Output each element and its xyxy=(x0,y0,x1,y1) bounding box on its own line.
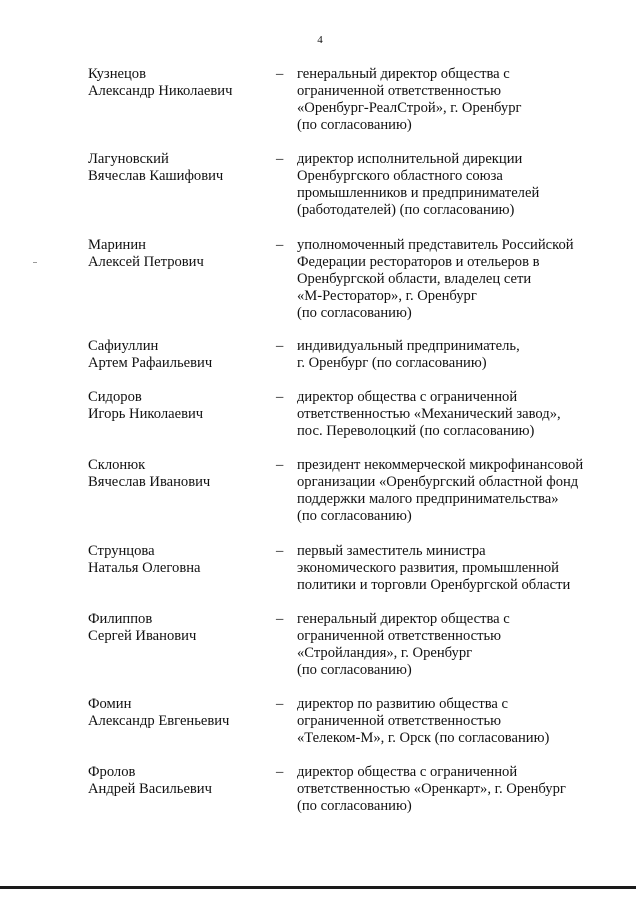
position-line: «Телеком-М», г. Орск (по согласованию) xyxy=(297,730,550,746)
dash-separator: – xyxy=(276,764,284,780)
member-surname: Филиппов xyxy=(88,611,153,627)
member-name xyxy=(88,389,278,423)
dash-separator: – xyxy=(276,237,284,253)
dash-separator: – xyxy=(276,66,284,82)
member-surname: Фролов xyxy=(88,764,136,780)
position-line: поддержки малого предпринимательства» xyxy=(297,491,559,507)
member-position xyxy=(297,151,627,219)
dash-separator: – xyxy=(276,457,284,473)
position-line: президент некоммерческой микрофинансовой xyxy=(297,457,584,473)
position-line: организации «Оренбургский областной фонд xyxy=(297,474,579,490)
dash-separator: – xyxy=(276,151,284,167)
position-line: директор общества с ограниченной xyxy=(297,764,518,780)
member-given-names: Андрей Васильевич xyxy=(88,781,212,797)
position-line: (по согласованию) xyxy=(297,305,412,321)
member-given-names: Александр Николаевич xyxy=(88,83,233,99)
position-line: директор по развитию общества с xyxy=(297,696,509,712)
member-position xyxy=(297,237,627,322)
dash-separator: – xyxy=(276,611,284,627)
member-surname: Склонюк xyxy=(88,457,146,473)
position-line: ограниченной ответственностью xyxy=(297,713,502,729)
member-name xyxy=(88,237,278,271)
position-line: ограниченной ответственностью xyxy=(297,628,502,644)
page-number: 4 xyxy=(317,34,323,46)
dash-separator: – xyxy=(276,696,284,712)
member-given-names: Алексей Петрович xyxy=(88,254,204,270)
position-line: «Стройландия», г. Оренбург xyxy=(297,645,473,661)
position-line: пос. Переволоцкий (по согласованию) xyxy=(297,423,535,439)
member-name xyxy=(88,457,278,491)
dash-separator: – xyxy=(276,338,284,354)
member-given-names: Наталья Олеговна xyxy=(88,560,201,576)
member-position xyxy=(297,543,627,594)
position-line: экономического развития, промышленной xyxy=(297,560,559,576)
position-line: генеральный директор общества с xyxy=(297,611,510,627)
member-name xyxy=(88,543,278,577)
member-name xyxy=(88,338,278,372)
position-line: промышленников и предпринимателей xyxy=(297,185,540,201)
position-line: ответственностью «Оренкарт», г. Оренбург xyxy=(297,781,566,797)
member-given-names: Александр Евгеньевич xyxy=(88,713,230,729)
position-line: ответственностью «Механический завод», xyxy=(297,406,561,422)
member-given-names: Вячеслав Иванович xyxy=(88,474,211,490)
position-line: (работодателей) (по согласованию) xyxy=(297,202,515,218)
dash-separator: – xyxy=(276,389,284,405)
position-line: (по согласованию) xyxy=(297,798,412,814)
member-position xyxy=(297,696,627,747)
position-line: ограниченной ответственностью xyxy=(297,83,502,99)
position-line: Оренбургской области, владелец сети xyxy=(297,271,532,287)
position-line: генеральный директор общества с xyxy=(297,66,510,82)
position-line: индивидуальный предприниматель, xyxy=(297,338,520,354)
member-given-names: Артем Рафаильевич xyxy=(88,355,213,371)
position-line: директор общества с ограниченной xyxy=(297,389,518,405)
member-name xyxy=(88,764,278,798)
position-line: директор исполнительной дирекции xyxy=(297,151,523,167)
member-surname: Сидоров xyxy=(88,389,142,405)
bottom-rule xyxy=(0,886,636,889)
member-surname: Кузнецов xyxy=(88,66,146,82)
member-name xyxy=(88,151,278,185)
member-name xyxy=(88,696,278,730)
position-line: уполномоченный представитель Российской xyxy=(297,237,574,253)
member-name xyxy=(88,611,278,645)
margin-mark xyxy=(33,262,37,263)
member-position xyxy=(297,338,627,372)
member-position xyxy=(297,611,627,679)
position-line: (по согласованию) xyxy=(297,508,412,524)
member-position xyxy=(297,66,627,134)
member-surname: Сафиуллин xyxy=(88,338,159,354)
member-name xyxy=(88,66,278,100)
member-given-names: Вячеслав Кашифович xyxy=(88,168,224,184)
member-surname: Струнцова xyxy=(88,543,155,559)
dash-separator: – xyxy=(276,543,284,559)
position-line: г. Оренбург (по согласованию) xyxy=(297,355,487,371)
position-line: политики и торговли Оренбургской области xyxy=(297,577,571,593)
position-line: «М-Ресторатор», г. Оренбург xyxy=(297,288,477,304)
position-line: (по согласованию) xyxy=(297,117,412,133)
member-position xyxy=(297,764,627,815)
position-line: Оренбургского областного союза xyxy=(297,168,503,184)
member-surname: Лагуновский xyxy=(88,151,169,167)
member-surname: Маринин xyxy=(88,237,146,253)
position-line: (по согласованию) xyxy=(297,662,412,678)
member-given-names: Игорь Николаевич xyxy=(88,406,204,422)
member-position xyxy=(297,457,627,525)
position-line: Федерации рестораторов и отельеров в xyxy=(297,254,540,270)
member-given-names: Сергей Иванович xyxy=(88,628,197,644)
position-line: «Оренбург-РеалСтрой», г. Оренбург xyxy=(297,100,522,116)
member-position xyxy=(297,389,627,440)
member-surname: Фомин xyxy=(88,696,132,712)
position-line: первый заместитель министра xyxy=(297,543,486,559)
